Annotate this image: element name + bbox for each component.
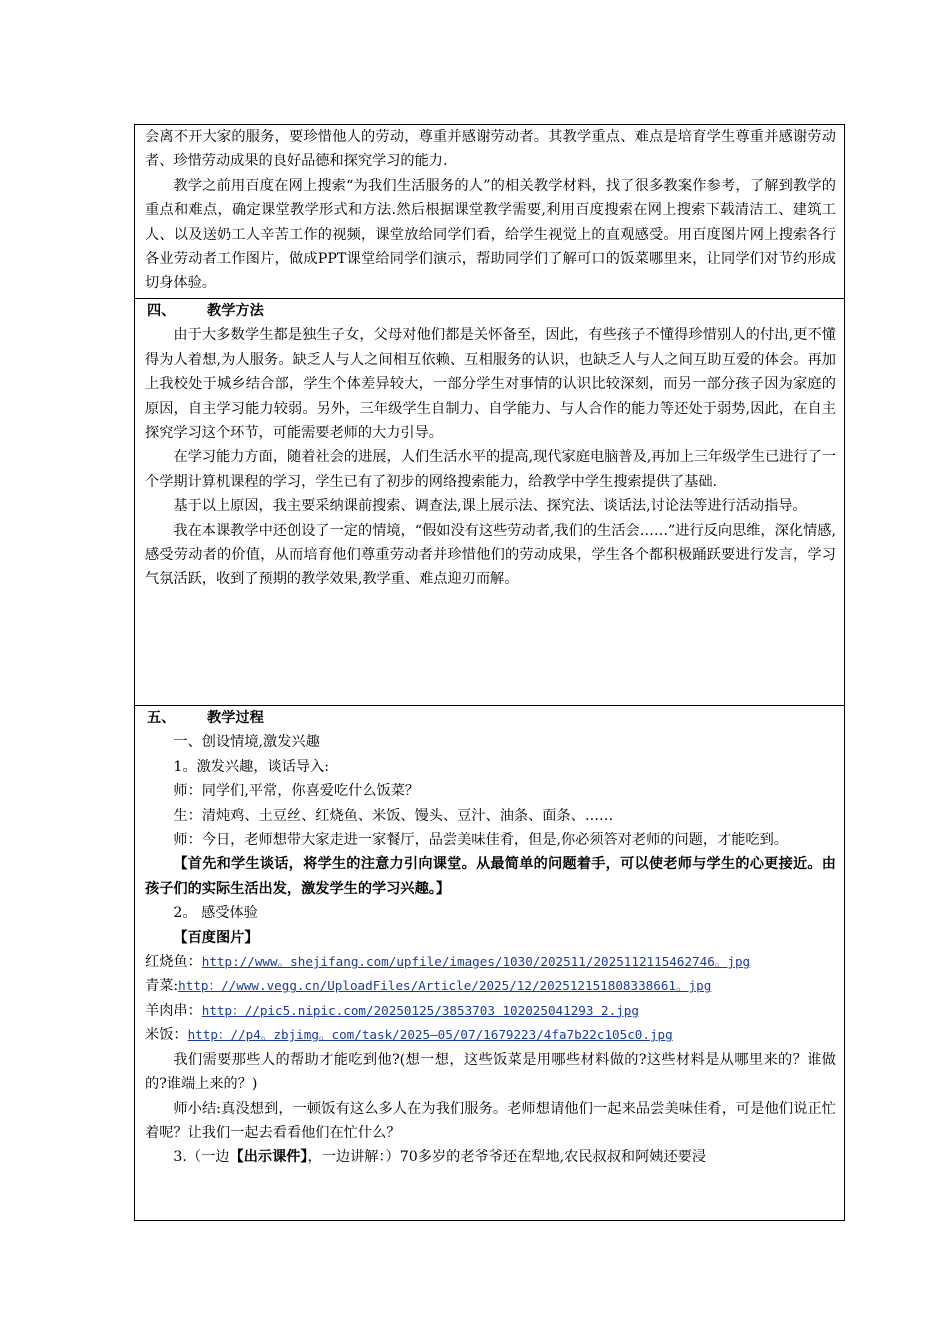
image-link[interactable]: http：//p4。zbjimg。com/task/2025—05/07/1679223/4fa7b22c105c0.jpg bbox=[187, 1027, 673, 1043]
link-label: 红烧鱼： bbox=[145, 954, 202, 971]
image-link[interactable]: http：//pic5.nipic.com/20250125/3853703 102025041293 2.jpg bbox=[201, 1002, 639, 1018]
section-4-teaching-methods bbox=[134, 299, 845, 706]
resource-label: 【百度图片】 bbox=[173, 929, 259, 946]
step-text: ，一边讲解：）70多岁的老爷爷还在犁地,农民叔叔和阿姨还要浸 bbox=[307, 1149, 707, 1166]
image-link-row bbox=[145, 1023, 836, 1047]
image-link[interactable]: http://www。shejifang.com/upfile/images/1030/202511/2025112115462746。jpg bbox=[201, 954, 751, 970]
step-3-paragraph bbox=[145, 1145, 836, 1169]
paragraph: 由于大多数学生都是独生子女，父母对他们都是关怀备至，因此，有些孩子不懂得珍惜别人的付出,更不懂得为人着想,为人服务。缺乏人与人之间相互依赖、互相服务的认识，也缺乏人与人之间互助互爱的体会。再加上我校处于城乡结合部，学生个体差异较大，一部分学生对事情的认识比较深刻，而另一部分孩子因为家庭的原因，自主学习能力较弱。另外，三年级学生自制力、自学能力、与人合作的能力等还处于弱势,因此，在自主探究学习这个环节，可能需要老师的大力引导。 bbox=[145, 327, 836, 442]
lesson-plan-table bbox=[134, 124, 845, 1221]
image-link-row bbox=[145, 999, 836, 1023]
section-3-continued bbox=[134, 124, 845, 299]
teacher-line: 师：同学们,平常，你喜爱吃什么饭菜？ bbox=[173, 783, 420, 800]
student-line: 生：清炖鸡、土豆丝、红烧鱼、米饭、馒头、豆汁、油条、面条、…… bbox=[173, 807, 614, 824]
section-5-teaching-process bbox=[134, 706, 845, 1221]
section-number: 四、 bbox=[147, 303, 176, 319]
teaching-note: 【首先和学生谈话，将学生的注意力引向课堂。从最简单的问题着手，可以使老师与学生的心更接近。由孩子们的实际生活出发，激发学生的学习兴趣。】 bbox=[145, 856, 836, 897]
question-paragraph: 我们需要那些人的帮助才能吃到他?(想一想，这些饭菜是用哪些材料做的?这些材料是从哪里来的？谁做的?谁端上来的？) bbox=[145, 1051, 836, 1093]
section-heading bbox=[145, 299, 836, 323]
link-label: 青菜: bbox=[145, 978, 179, 995]
image-link-row bbox=[145, 950, 836, 974]
link-label: 米饭： bbox=[145, 1027, 188, 1044]
courseware-tag: 【出示课件】 bbox=[229, 1149, 308, 1166]
step-label: 2。 感受体验 bbox=[173, 905, 258, 922]
teacher-summary: 师小结:真没想到，一顿饭有这么多人在为我们服务。老师想请他们一起来品尝美味佳肴，可是他们说正忙着呢？让我们一起去看看他们在忙什么？ bbox=[145, 1100, 836, 1141]
step-label: 1。激发兴趣，谈话导入: bbox=[173, 758, 330, 775]
section-title: 教学方法 bbox=[207, 303, 264, 319]
section-number: 五、 bbox=[147, 710, 176, 726]
image-link-row bbox=[145, 974, 836, 998]
step-text: 3.（一边 bbox=[173, 1149, 230, 1166]
paragraph: 基于以上原因，我主要采纳课前搜索、调查法,课上展示法、探究法、谈话法,讨论法等进行活动指导。 bbox=[173, 498, 807, 515]
teacher-line: 师：今日，老师想带大家走进一家餐厅，品尝美味佳肴，但是,你必须答对老师的问题，才能吃到。 bbox=[173, 832, 788, 849]
image-link[interactable]: http：//www.vegg.cn/UploadFiles/Article/2025/12/202512151808338661。jpg bbox=[178, 978, 712, 994]
section-title: 教学过程 bbox=[207, 710, 264, 726]
section-heading bbox=[145, 706, 836, 730]
paragraph: 在学习能力方面，随着社会的进展，人们生活水平的提高,现代家庭电脑普及,再加上三年级学生已进行了一个学期计算机课程的学习，学生已有了初步的网络搜索能力，给教学中学生搜索提供了基础. bbox=[145, 449, 836, 490]
paragraph: 我在本课教学中还创设了一定的情境，“假如没有这些劳动者,我们的生活会……”进行反向思维，深化情感,感受劳动者的价值，从而培育他们尊重劳动者并珍惜他们的劳动成果，学生各个都积极踊跃要进行发言，学习气氛活跃，收到了预期的教学效果,教学重、难点迎刃而解。 bbox=[145, 522, 836, 588]
paragraph: 教学之前用百度在网上搜索“为我们生活服务的人”的相关教学材料，找了很多教案作参考，了解到教学的重点和难点，确定课堂教学形式和方法.然后根据课堂教学需要,利用百度搜索在网上搜索下载清洁工、建筑工人、以及送奶工人辛苦工作的视频，课堂放给同学们看，给学生视觉上的直观感受。用百度图片网上搜索各行各业劳动者工作图片，做成PPT课堂给同学们演示，帮助同学们了解可口的饭菜哪里来，让同学们对节约形成切身体验。 bbox=[145, 177, 836, 292]
link-label: 羊肉串： bbox=[145, 1002, 202, 1019]
subheading: 一、创设情境,激发兴趣 bbox=[173, 734, 320, 751]
paragraph: 会离不开大家的服务，要珍惜他人的劳动，尊重并感谢劳动者。其教学重点、难点是培育学生尊重并感谢劳动者、珍惜劳动成果的良好品德和探究学习的能力. bbox=[145, 129, 836, 170]
